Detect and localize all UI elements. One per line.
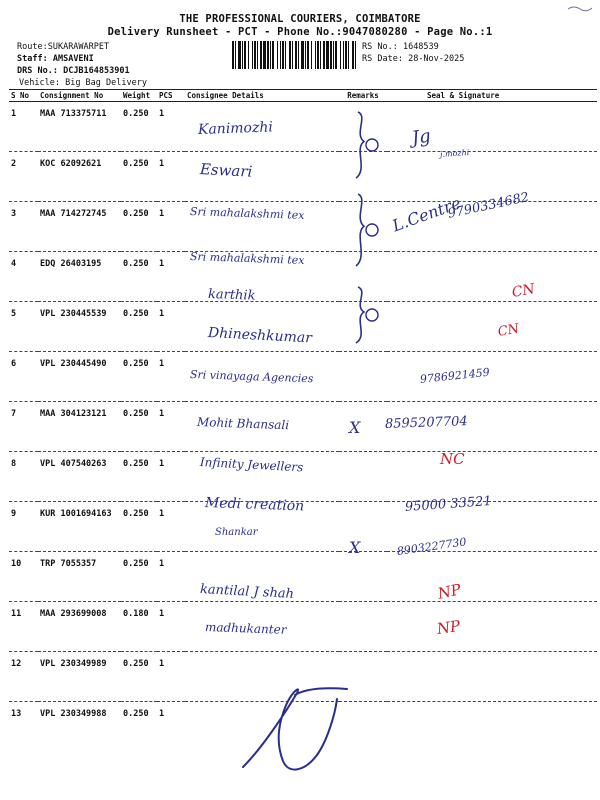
company-title: THE PROFESSIONAL COURIERS, COIMBATORE xyxy=(179,13,421,25)
handwritten-signature: NC xyxy=(440,450,465,468)
row-remarks-cell xyxy=(339,452,387,502)
barcode-bar xyxy=(323,41,325,69)
col-remarks: Remarks xyxy=(339,90,387,102)
row-weight: 0.180 xyxy=(121,602,157,652)
runsheet-subtitle: Delivery Runsheet - PCT - Phone No.:9047080280 - Page No.:1 xyxy=(107,26,493,38)
row-seal-cell xyxy=(387,152,597,202)
row-pcs: 1 xyxy=(157,152,185,202)
barcode-bar xyxy=(254,41,256,69)
remark-bracket-mark xyxy=(350,110,380,180)
row-consignment-no: TRP 7055357 xyxy=(38,552,121,602)
barcode-bar xyxy=(244,41,246,69)
vehicle-line xyxy=(19,78,147,88)
row-seal-cell xyxy=(387,652,597,702)
row-pcs: 1 xyxy=(157,452,185,502)
barcode-bar xyxy=(235,41,236,69)
barcode-bar xyxy=(289,41,291,69)
row-sno: 9 xyxy=(9,502,38,552)
vehicle-value: Big Bag Delivery xyxy=(65,78,147,88)
row-consignment-no: VPL 230445539 xyxy=(38,302,121,352)
row-consignment-no: EDQ 26403195 xyxy=(38,252,121,302)
row-sno: 11 xyxy=(9,602,38,652)
row-seal-cell xyxy=(387,352,597,402)
row-sno: 4 xyxy=(9,252,38,302)
row-pcs: 1 xyxy=(157,502,185,552)
barcode xyxy=(232,41,356,69)
row-sno: 1 xyxy=(9,102,38,152)
drs-label: DRS No.: xyxy=(17,66,58,76)
staff-value: AMSAVENI xyxy=(52,54,94,64)
barcode-bar xyxy=(277,41,278,69)
handwritten-consignee: Sri mahalakshmi tex xyxy=(189,205,305,222)
handwritten-signature: NP xyxy=(436,580,463,603)
barcode-bar xyxy=(272,41,274,69)
route-value: SUKARAWARPET xyxy=(47,42,110,52)
row-pcs: 1 xyxy=(157,552,185,602)
table-row xyxy=(9,602,597,652)
row-seal-cell xyxy=(387,702,597,752)
row-seal-cell xyxy=(387,602,597,652)
row-remarks-cell xyxy=(339,402,387,452)
row-pcs: 1 xyxy=(157,352,185,402)
row-consignment-no: VPL 230349989 xyxy=(38,652,121,702)
barcode-bar xyxy=(280,41,281,69)
row-sno: 3 xyxy=(9,202,38,252)
row-weight: 0.250 xyxy=(121,302,157,352)
handwritten-signature: L.Centre xyxy=(389,193,464,236)
barcode-bar xyxy=(232,41,234,69)
row-pcs: 1 xyxy=(157,252,185,302)
row-sno: 2 xyxy=(9,152,38,202)
barcode-bar xyxy=(301,41,304,69)
row-consignment-no: MAA 293699008 xyxy=(38,602,121,652)
barcode-bar xyxy=(307,41,309,69)
barcode-bar xyxy=(263,41,266,69)
row-sno: 7 xyxy=(9,402,38,452)
barcode-bar xyxy=(242,41,243,69)
barcode-bar xyxy=(295,41,297,69)
rs-date-value: 28-Nov-2025 xyxy=(408,54,465,64)
rs-no-label: RS No.: xyxy=(362,42,398,52)
row-seal-cell xyxy=(387,452,597,502)
handwritten-signature: 8595207704 xyxy=(384,414,468,432)
barcode-bar xyxy=(343,41,344,69)
barcode-bar xyxy=(270,41,271,69)
barcode-bar xyxy=(317,41,319,69)
row-consignment-no: VPL 230349988 xyxy=(40,709,107,719)
handwritten-consignee: karthik xyxy=(207,287,256,304)
staff-label: Staff: xyxy=(17,54,48,64)
barcode-bar xyxy=(298,41,299,69)
handwritten-consignee: Shankar xyxy=(215,527,258,538)
runner-signature xyxy=(235,675,355,780)
row-seal-cell xyxy=(387,252,597,302)
barcode-bar xyxy=(352,41,354,69)
barcode-bar xyxy=(315,41,316,69)
rs-date-label: RS Date: xyxy=(362,54,403,64)
handwritten-consignee: Mohit Bhansali xyxy=(196,415,290,433)
handwritten-consignee: Dhineshkumar xyxy=(207,325,313,347)
table-header-row xyxy=(9,90,597,102)
barcode-bar xyxy=(348,41,349,69)
barcode-bar xyxy=(260,41,262,69)
handwritten-signature: CN xyxy=(496,321,521,340)
row-remarks-cell xyxy=(339,602,387,652)
col-sno: S No xyxy=(9,90,38,102)
remark-mark: X xyxy=(349,418,361,437)
handwritten-consignee: Sri vinayaga Agencies xyxy=(189,368,314,386)
table-row xyxy=(9,402,597,452)
handwritten-signature: CN xyxy=(510,281,537,301)
row-sno: 8 xyxy=(9,452,38,502)
staff-line xyxy=(17,54,94,64)
barcode-bar xyxy=(355,41,356,69)
row-weight: 0.250 xyxy=(121,452,157,502)
handwritten-consignee: Eswari xyxy=(199,160,253,181)
row-weight: 0.250 xyxy=(121,102,157,152)
barcode-bar xyxy=(330,41,332,69)
handwritten-consignee: Sri mahalakshmi tex xyxy=(189,250,305,267)
rs-date-line xyxy=(362,54,464,64)
row-weight: 0.250 xyxy=(121,402,157,452)
row-pcs: 1 xyxy=(157,302,185,352)
row-weight: 0.250 xyxy=(121,552,157,602)
row-pcs: 1 xyxy=(159,709,165,719)
handwritten-consignee: madhukanter xyxy=(204,620,287,637)
runsheet-table xyxy=(9,89,597,751)
handwritten-signature: Jg xyxy=(410,125,433,149)
handwritten-signature: j.mozhi xyxy=(439,147,470,159)
handwritten-consignee: Medi creation xyxy=(204,495,305,515)
col-consignee: Consignee Details xyxy=(185,90,339,102)
col-weight: Weight xyxy=(121,90,157,102)
row-sno: 13 xyxy=(11,709,22,719)
barcode-bar xyxy=(257,41,258,69)
remark-bracket-mark xyxy=(350,192,380,268)
row-weight: 0.250 xyxy=(121,252,157,302)
row-sno: 10 xyxy=(9,552,38,602)
row-weight: 0.250 xyxy=(121,152,157,202)
row-weight: 0.250 xyxy=(121,202,157,252)
vehicle-label: Vehicle: xyxy=(19,78,60,88)
barcode-bar xyxy=(252,41,253,69)
col-seal-signature: Seal & Signature xyxy=(387,90,597,102)
row-pcs: 1 xyxy=(157,652,185,702)
rs-no-value: 1648539 xyxy=(402,42,439,52)
drs-line xyxy=(17,66,130,76)
handwritten-signature: NP xyxy=(435,616,462,638)
barcode-bar xyxy=(248,41,249,69)
row-seal-cell xyxy=(387,552,597,602)
handwritten-signature: 8903227730 xyxy=(396,535,468,558)
row-consignment-no: MAA 714272745 xyxy=(38,202,121,252)
row-consignment-no: KOC 62092621 xyxy=(38,152,121,202)
row-sno: 5 xyxy=(9,302,38,352)
drs-value: DCJB164853901 xyxy=(63,66,130,76)
barcode-bar xyxy=(311,41,312,69)
row-consignment-no: KUR 1001694163 xyxy=(38,502,121,552)
table-row xyxy=(9,452,597,502)
barcode-bar xyxy=(305,41,306,69)
row-pcs: 1 xyxy=(157,602,185,652)
handwritten-consignee: Infinity Jewellers xyxy=(199,455,304,475)
row-sno: 6 xyxy=(9,352,38,402)
row-sno: 12 xyxy=(9,652,38,702)
row-weight: 0.250 xyxy=(121,652,157,702)
handwritten-consignee: Kanimozhi xyxy=(197,119,274,138)
row-remarks-cell xyxy=(339,352,387,402)
barcode-bar xyxy=(320,41,321,69)
col-consignment: Consignment No xyxy=(38,90,121,102)
row-weight: 0.250 xyxy=(121,352,157,402)
row-pcs: 1 xyxy=(157,402,185,452)
row-consignment-no: MAA 304123121 xyxy=(38,402,121,452)
row-pcs: 1 xyxy=(157,202,185,252)
barcode-bar xyxy=(282,41,284,69)
row-seal-cell xyxy=(387,302,597,352)
handwritten-consignee: kantilal J shah xyxy=(199,582,295,602)
row-consignment-no: VPL 230445490 xyxy=(38,352,121,402)
corner-scribble xyxy=(566,4,594,12)
barcode-bar xyxy=(267,41,269,69)
barcode-bar xyxy=(292,41,293,69)
handwritten-signature: 9790334682 xyxy=(446,189,531,222)
remark-bracket-mark xyxy=(350,285,380,345)
handwritten-signature: 9786921459 xyxy=(419,365,491,386)
barcode-bar xyxy=(345,41,347,69)
table-row xyxy=(9,102,597,152)
route-label: Route: xyxy=(17,42,48,52)
barcode-bar xyxy=(238,41,241,69)
barcode-bar xyxy=(333,41,334,69)
handwritten-signature: 95000 33521 xyxy=(404,493,493,515)
remark-mark: X xyxy=(349,538,361,557)
row-weight: 0.250 xyxy=(121,502,157,552)
row-weight: 0.250 xyxy=(123,709,149,719)
barcode-bar xyxy=(340,41,341,69)
barcode-bar xyxy=(285,41,286,69)
route-line xyxy=(17,42,109,52)
barcode-bar xyxy=(326,41,329,69)
row-remarks-cell xyxy=(339,502,387,552)
col-pcs: PCS xyxy=(157,90,185,102)
barcode-bar xyxy=(335,41,337,69)
row-consignment-no: MAA 713375711 xyxy=(38,102,121,152)
row-consignment-no: VPL 407540263 xyxy=(38,452,121,502)
row-remarks-cell xyxy=(339,552,387,602)
row-pcs: 1 xyxy=(157,102,185,152)
rs-no-line xyxy=(362,42,439,52)
table-row xyxy=(9,552,597,602)
